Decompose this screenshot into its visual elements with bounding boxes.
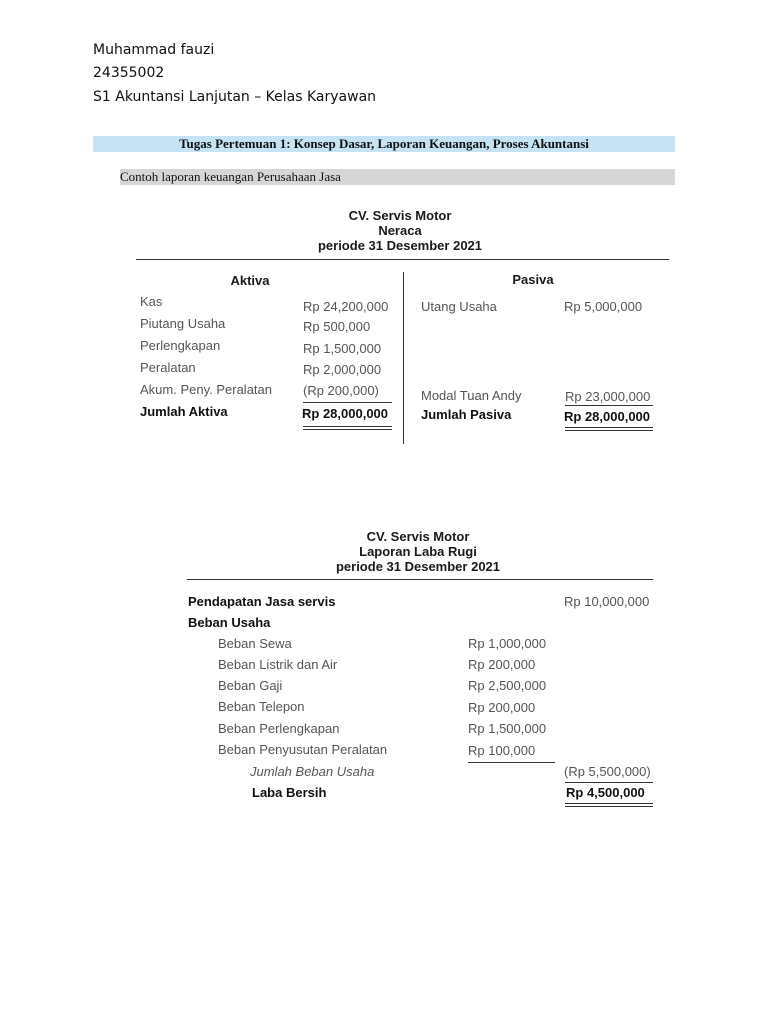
balance-sheet-period: periode 31 Desember 2021 — [317, 238, 483, 253]
aktiva-total-double-rule — [303, 426, 392, 430]
net-income-double-rule — [565, 803, 653, 807]
pasiva-total-double-rule — [565, 427, 653, 431]
expense-value: Rp 1,500,000 — [468, 721, 547, 736]
expense-label: Beban Perlengkapan — [218, 721, 340, 736]
expense-value: Rp 200,000 — [468, 657, 536, 672]
expense-label: Beban Sewa — [218, 636, 292, 651]
aktiva-label: Kas — [140, 294, 163, 309]
balance-sheet-title: Neraca — [378, 223, 422, 238]
income-statement-title: Laporan Laba Rugi — [359, 544, 477, 559]
pasiva-label: Utang Usaha — [421, 299, 497, 314]
expense-label: Beban Penyusutan Peralatan — [218, 742, 388, 757]
pasiva-label: Modal Tuan Andy — [421, 388, 522, 403]
aktiva-value: Rp 2,000,000 — [303, 362, 382, 377]
program-name: S1 Akuntansi Lanjutan – Kelas Karyawan — [93, 89, 377, 105]
balance-sheet-company: CV. Servis Motor — [348, 208, 452, 223]
student-id: 24355002 — [93, 65, 165, 81]
expense-value: Rp 1,000,000 — [468, 636, 547, 651]
aktiva-total-value: Rp 28,000,000 — [302, 406, 389, 421]
aktiva-label: Piutang Usaha — [140, 316, 226, 331]
aktiva-heading: Aktiva — [230, 273, 270, 288]
expense-value: Rp 2,500,000 — [468, 678, 547, 693]
expense-label: Beban Gaji — [218, 678, 283, 693]
pasiva-heading: Pasiva — [512, 272, 554, 287]
aktiva-value: (Rp 200,000) — [303, 383, 379, 398]
total-expense-rule — [565, 782, 653, 783]
net-income-value: Rp 4,500,000 — [566, 785, 645, 800]
expense-subtotal-rule — [468, 762, 555, 763]
pasiva-subtotal-rule — [565, 405, 653, 406]
student-name: Muhammad fauzi — [93, 42, 215, 58]
pasiva-value: Rp 23,000,000 — [565, 389, 651, 404]
expense-label: Beban Telepon — [218, 699, 305, 714]
balance-sheet-divider — [403, 272, 404, 444]
aktiva-value: Rp 24,200,000 — [303, 299, 389, 314]
expense-label: Beban Listrik dan Air — [218, 657, 338, 672]
income-statement-period: periode 31 Desember 2021 — [335, 559, 501, 574]
revenue-label: Pendapatan Jasa servis — [188, 594, 336, 609]
pasiva-total-label: Jumlah Pasiva — [421, 407, 512, 422]
aktiva-label: Perlengkapan — [140, 338, 221, 353]
aktiva-label: Akum. Peny. Peralatan — [140, 382, 272, 397]
aktiva-total-label: Jumlah Aktiva — [140, 404, 228, 419]
net-income-label: Laba Bersih — [252, 785, 327, 800]
revenue-value: Rp 10,000,000 — [564, 594, 650, 609]
income-statement-top-rule — [187, 579, 653, 580]
expense-value: Rp 200,000 — [468, 700, 536, 715]
example-label: Contoh laporan keuangan Perusahaan Jasa — [120, 169, 675, 185]
pasiva-value: Rp 5,000,000 — [564, 299, 643, 314]
income-statement-company: CV. Servis Motor — [366, 529, 470, 544]
pasiva-total-value: Rp 28,000,000 — [564, 409, 651, 424]
total-expense-value: (Rp 5,500,000) — [564, 764, 651, 779]
expense-value: Rp 100,000 — [468, 743, 536, 758]
balance-sheet-top-rule — [136, 259, 669, 260]
total-expense-label: Jumlah Beban Usaha — [250, 764, 375, 779]
aktiva-value: Rp 500,000 — [303, 319, 371, 334]
aktiva-label: Peralatan — [140, 360, 196, 375]
aktiva-value: Rp 1,500,000 — [303, 341, 382, 356]
task-title: Tugas Pertemuan 1: Konsep Dasar, Laporan Keuangan, Proses Akuntansi — [93, 136, 675, 152]
expense-heading: Beban Usaha — [188, 615, 271, 630]
aktiva-subtotal-rule — [303, 402, 392, 403]
